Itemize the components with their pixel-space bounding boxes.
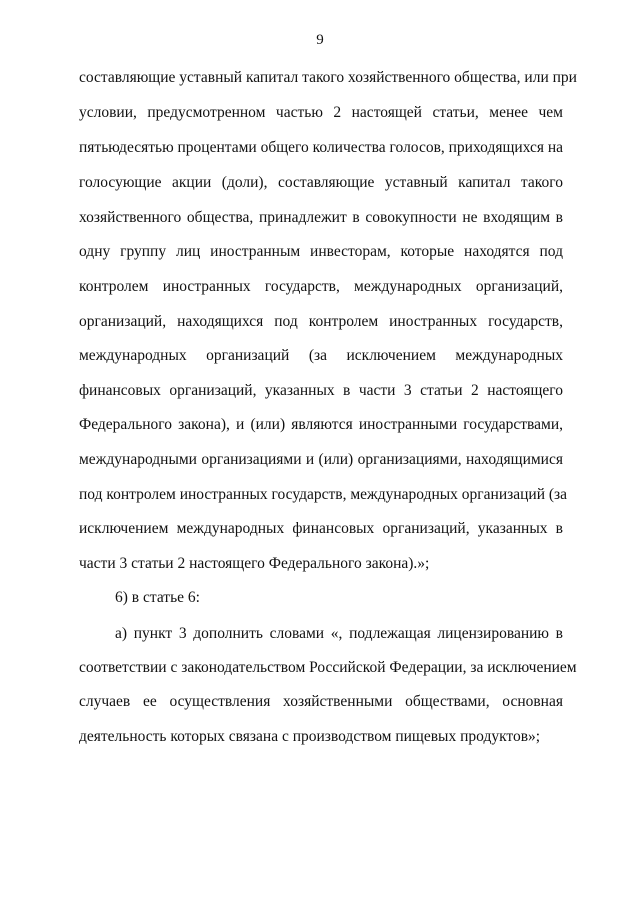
text-line-12: международными организациями и (или) организациями, находящимися bbox=[79, 451, 563, 468]
text-line-8: организаций, находящихся под контролем иностранных государств, bbox=[79, 313, 563, 330]
text-line-10: финансовых организаций, указанных в части 3 статьи 2 настоящего bbox=[79, 382, 563, 399]
text-line-17: а) пункт 3 дополнить словами «, подлежащая лицензированию в bbox=[115, 625, 563, 642]
text-line-2: условии, предусмотренном частью 2 настоящей статьи, менее чем bbox=[79, 104, 563, 121]
text-line-18: соответствии с законодательством Российской Федерации, за исключением bbox=[79, 659, 577, 676]
text-line-5: хозяйственного общества, принадлежит в совокупности не входящим в bbox=[79, 209, 563, 226]
text-line-3: пятьюдесятью процентами общего количества голосов, приходящихся на bbox=[79, 139, 564, 156]
text-line-14: исключением международных финансовых организаций, указанных в bbox=[79, 520, 563, 537]
text-line-11: Федерального закона), и (или) являются иностранными государствами, bbox=[79, 416, 563, 433]
text-line-9: международных организаций (за исключением международных bbox=[79, 347, 563, 364]
text-line-6: одну группу лиц иностранным инвесторам, которые находятся под bbox=[79, 243, 563, 260]
text-line-16: 6) в статье 6: bbox=[115, 589, 200, 606]
page-number: 9 bbox=[316, 32, 324, 48]
text-line-13: под контролем иностранных государств, международных организаций (за bbox=[79, 486, 568, 503]
text-line-15: части 3 статьи 2 настоящего Федерального закона).»; bbox=[79, 555, 430, 572]
text-line-7: контролем иностранных государств, международных организаций, bbox=[79, 278, 563, 295]
text-line-1: составляющие уставный капитал такого хозяйственного общества, или при bbox=[79, 69, 577, 86]
text-line-19: случаев ее осуществления хозяйственными обществами, основная bbox=[79, 693, 563, 710]
text-line-4: голосующие акции (доли), составляющие уставный капитал такого bbox=[79, 174, 563, 191]
text-line-20: деятельность которых связана с производством пищевых продуктов»; bbox=[79, 728, 541, 745]
